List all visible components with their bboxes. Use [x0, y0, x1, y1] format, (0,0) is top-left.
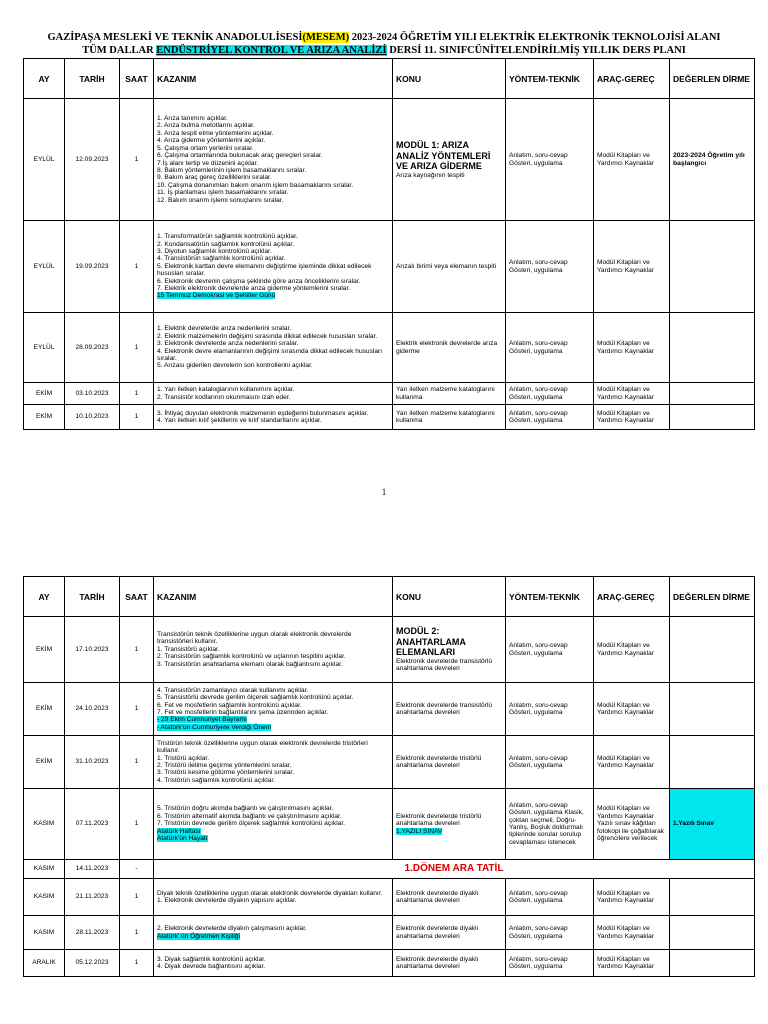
cell-ay: EKİM	[24, 736, 65, 789]
kazanim-line: 1. Arıza tanımını açıklar.	[157, 115, 228, 123]
kazanim-line: 2. Elektrik malzemelerin değişimi sırasında dikkat edilecek hususları sıralar.	[157, 332, 378, 340]
header-saat: SAAT	[120, 59, 154, 99]
table-row	[24, 617, 755, 683]
table-row	[24, 916, 755, 950]
header-degerlendirme: DEĞERLEN DİRME	[670, 59, 755, 99]
kazanim-line: 8. Bakım yöntemlerinin işlem basamaklarını sıralar.	[157, 166, 307, 174]
table-row	[24, 99, 755, 221]
cell-konu	[393, 313, 506, 383]
konu-text: Yarı iletken malzeme kataloglarını kullanma	[396, 386, 495, 401]
cell-ay: EYLÜL	[24, 99, 65, 221]
table-row	[24, 313, 755, 383]
kazanim-highlight	[157, 292, 389, 299]
cell-ay: KASIM	[24, 879, 65, 916]
cell-degerlendirme	[670, 950, 755, 977]
kazanim-line: 5. Arızası giderilen devrelerin son kontrollerini açıklar.	[157, 362, 313, 370]
kazanim-line: 6. Fet ve mosfetlerin sağlamlık kontrolünü açıklar.	[157, 701, 302, 709]
kazanim-line: 2. Kondansatörün sağlamlık kontrolünü açıklar.	[157, 240, 295, 248]
cell-arac: Modül Kitapları ve Yardımcı Kaynaklar	[594, 683, 670, 736]
cell-konu	[393, 383, 506, 405]
konu-text: Yarı iletken malzeme kataloglarını kullanma	[396, 409, 495, 424]
cell-arac: Modül Kitapları ve Yardımcı Kaynaklar Yazılı sınav kâğıtları fotokopi ile çoğaltılarak öğrencilere verilecek	[594, 789, 670, 860]
kazanim-line: 6. Çalışma ortamlarında bulunacak araç gereçleri sıralar.	[157, 152, 323, 160]
highlight-text: Atatürk’ ün Öğretmen Kişiliği	[157, 932, 240, 940]
header-arac: ARAÇ-GEREÇ	[594, 59, 670, 99]
kazanim-line: 4. Yarı iletken kılıf şekillerini ve kılıf standartlarını açıklar.	[157, 417, 322, 424]
header-kazanim: KAZANIM	[154, 577, 393, 617]
cell-degerlendirme: 2023-2024 Öğretim yılı başlangıcı	[670, 99, 755, 221]
cell-tarih: 12.09.2023	[65, 99, 120, 221]
cell-ay: EKİM	[24, 617, 65, 683]
header-saat: SAAT	[120, 577, 154, 617]
kazanim-line: 2. Transistör kodlarının okunmasını izah eder.	[157, 393, 291, 401]
table-row	[24, 221, 755, 313]
cell-konu	[393, 99, 506, 221]
cell-saat: 1	[120, 916, 154, 950]
kazanim-line: Diyak teknik özelliklerine uygun olarak elektronik devrelerde diyakları kullanır.	[157, 889, 383, 897]
kazanim-highlight	[157, 828, 389, 835]
kazanim-line: 1. Elektrik devrelerde arıza nedenlerini sıralar.	[157, 325, 292, 333]
cell-kazanim	[154, 405, 393, 430]
kazanim-line: 3. Arıza tespit etme yöntemlerini açıklar.	[157, 129, 274, 137]
table-header-row	[24, 577, 755, 617]
konu-text: Elektronik devrelerde diyaklı anahtarlama devreleri	[396, 955, 479, 970]
cell-saat: 1	[120, 736, 154, 789]
kazanim-line: 11. İş planlaması işlem basamaklarını sıralar.	[157, 189, 289, 197]
kazanim-highlight	[157, 724, 389, 731]
cell-yontem: Anlatım, soru-cevap Gösteri, uygulama	[506, 617, 594, 683]
highlight-text: - Atatürk’ün Cumhuriyete Verdiği Önem	[157, 723, 272, 731]
kazanim-line: 4. Arıza giderme yöntemlerini açıklar.	[157, 137, 266, 145]
cell-tarih: 31.10.2023	[65, 736, 120, 789]
cell-yontem: Anlatım, soru-cevap Gösteri, uygulama	[506, 879, 594, 916]
cell-arac: Modül Kitapları ve Yardımcı Kaynaklar	[594, 617, 670, 683]
konu-text: Elektronik devrelerde tristörlü anahtarlama devreleri	[396, 812, 482, 828]
kazanim-line: 1. Transformatörün sağlamlık kontrolünü açıklar.	[157, 233, 298, 241]
kazanim-highlight	[157, 933, 389, 940]
cell-ay: KASIM	[24, 916, 65, 950]
kazanim-line: 5. Elektronik karttan devre elemanını değiştirme işleminde dikkat edilecek hususları sıralar.	[157, 262, 372, 278]
cell-tarih: 07.11.2023	[65, 789, 120, 860]
cell-ay: EKİM	[24, 383, 65, 405]
cell-kazanim	[154, 789, 393, 860]
header-yontem: YÖNTEM-TEKNİK	[506, 59, 594, 99]
cell-konu	[393, 736, 506, 789]
cell-ay: EYLÜL	[24, 221, 65, 313]
cell-konu	[393, 950, 506, 977]
kazanim-line: 2. Elektronik devrelerde diyakın çalışmasını açıklar.	[157, 925, 307, 933]
cell-arac: Modül Kitapları ve Yardımcı Kaynaklar	[594, 221, 670, 313]
cell-degerlendirme	[670, 405, 755, 430]
cell-tarih: 19.09.2023	[65, 221, 120, 313]
cell-yontem: Anlatım, soru-cevap Gösteri, uygulama	[506, 683, 594, 736]
kazanim-line: 3. Elektronik devrelerde arıza nedenlerini sıralar.	[157, 340, 299, 348]
cell-kazanim	[154, 916, 393, 950]
cell-yontem: Anlatım, soru-cevap Gösteri, uygulama	[506, 736, 594, 789]
cell-kazanim	[154, 879, 393, 916]
cell-arac: Modül Kitapları ve Yardımcı Kaynaklar	[594, 99, 670, 221]
cell-saat: -	[120, 860, 154, 879]
cell-konu	[393, 221, 506, 313]
cell-arac: Modül Kitapları ve Yardımcı Kaynaklar	[594, 405, 670, 430]
cell-yontem: Anlatım, soru-cevap Gösteri, uygulama Klasik, çoktan seçmeli, Doğru-Yanlış, Boşluk doldurmalı tiplerinde sorular sorulup cevaplaması istenecek	[506, 789, 594, 860]
header-degerlendirme: DEĞERLEN DİRME	[670, 577, 755, 617]
cell-degerlendirme	[670, 313, 755, 383]
cell-degerlendirme	[670, 221, 755, 313]
cell-arac: Modül Kitapları ve Yardımcı Kaynaklar	[594, 950, 670, 977]
konu-text: Elektronik devrelerde transistörlü anahtarlama devreleri	[396, 701, 493, 716]
kazanim-line: 4. Diyak devrede bağlantısını açıklar.	[157, 963, 266, 970]
cell-konu	[393, 789, 506, 860]
table-row	[24, 383, 755, 405]
table-row	[24, 736, 755, 789]
cell-konu	[393, 916, 506, 950]
table-row	[24, 950, 755, 977]
kazanim-line: 7. Tristörün devrede gerilim ölçerek sağlamlık kontrolünü açıklar.	[157, 820, 346, 828]
kazanim-line: 2. Transistörün sağlamlık kontrolünü ve uçlarının tespitini açıklar.	[157, 653, 346, 661]
cell-saat: 1	[120, 383, 154, 405]
title-line-1: GAZİPAŞA MESLEKİ VE TEKNİK ANADOLULİSESİ(MESEM) 2023-2024 ÖĞRETİM YILI ELEKTRİK ELEKTRONİK TEKNOLOJİSİ ALANI	[47, 32, 721, 43]
kazanim-line: 6. Tristörün alternatif akımda bağlantı ve çalıştırılmasını açıklar.	[157, 812, 342, 820]
cell-tarih: 24.10.2023	[65, 683, 120, 736]
cell-yontem: Anlatım, soru-cevap Gösteri, uygulama	[506, 221, 594, 313]
plan-table-page-1	[23, 58, 755, 430]
header-arac: ARAÇ-GEREÇ	[594, 577, 670, 617]
cell-arac: Modül Kitapları ve Yardımcı Kaynaklar	[594, 313, 670, 383]
kazanim-line: Transistörün teknik özelliklerine uygun olarak elektronik devrelerde transistörleri kullanır.	[157, 630, 352, 646]
kazanim-line: 2. Arıza bulma metotlarını açıklar.	[157, 122, 255, 130]
cell-donem-ara-tatil: 1.DÖNEM ARA TATİL	[154, 860, 755, 879]
cell-tarih: 28.11.2023	[65, 916, 120, 950]
module-title: MODÜL 2: ANAHTARLAMA ELEMANLARI	[396, 626, 466, 658]
cell-kazanim	[154, 383, 393, 405]
cell-degerlendirme	[670, 879, 755, 916]
header-konu: KONU	[393, 59, 506, 99]
cell-degerlendirme	[670, 383, 755, 405]
kazanim-line: 4. Transistörün zamanlayıcı olarak kullanımı açıklar.	[157, 686, 309, 694]
highlight-text: 15 Temmuz Demokrasi ve Şehitler Günü	[157, 292, 276, 300]
cell-tarih: 17.10.2023	[65, 617, 120, 683]
cell-degerlendirme: 1.Yazılı Sınav	[670, 789, 755, 860]
cell-tarih: 21.11.2023	[65, 879, 120, 916]
cell-yontem: Anlatım, soru-cevap Gösteri, uygulama	[506, 916, 594, 950]
cell-tarih: 28.09.2023	[65, 313, 120, 383]
cell-saat: 1	[120, 789, 154, 860]
konu-text: Arıza kaynağının tespiti	[396, 171, 465, 179]
cell-ay: KASIM	[24, 860, 65, 879]
kazanim-line: 1. Yarı iletken kataloglarının kullanımını açıklar.	[157, 386, 295, 394]
cell-ay: EYLÜL	[24, 313, 65, 383]
kazanim-line: 1. Elektronik devrelerde diyakın yapısını açıklar.	[157, 897, 297, 904]
cell-saat: 1	[120, 683, 154, 736]
kazanim-line: 2. Tristörü iletime geçirme yöntemlerini sıralar.	[157, 762, 292, 769]
highlight-text: Atatürk Haftası	[157, 827, 201, 835]
cell-saat: 1	[120, 99, 154, 221]
header-konu: KONU	[393, 577, 506, 617]
cell-degerlendirme	[670, 617, 755, 683]
kazanim-line: 3. Tristörü kesime götürme yöntemlerini sıralar.	[157, 769, 295, 777]
cell-kazanim	[154, 99, 393, 221]
cell-saat: 1	[120, 617, 154, 683]
kazanim-line: 7. Elektrik elektronik devrelerde arıza giderme yöntemlerini sıralar.	[157, 285, 351, 293]
kazanim-line: 1. Transistörü açıklar.	[157, 645, 220, 653]
cell-saat: 1	[120, 313, 154, 383]
module-title: MODÜL 1: ARIZA ANALİZ YÖNTEMLERİ VE ARIZA GİDERME	[396, 140, 491, 172]
cell-yontem: Anlatım, soru-cevap Gösteri, uygulama	[506, 383, 594, 405]
kazanim-line: 5. Çalışma ortam yerlerini sıralar.	[157, 144, 254, 152]
cell-ay: KASIM	[24, 789, 65, 860]
cell-ay: EKİM	[24, 683, 65, 736]
cell-konu	[393, 405, 506, 430]
header-tarih: TARİH	[65, 59, 120, 99]
cell-yontem: Anlatım, soru-cevap Gösteri, uygulama	[506, 313, 594, 383]
cell-kazanim	[154, 736, 393, 789]
kazanim-line: 3. Transistörün anahtarlama elemanı olarak bağlantısını açıklar.	[157, 660, 343, 668]
kazanim-line: 3. Diyak sağlamlık kontrolünü açıklar.	[157, 955, 266, 963]
title-line-2: TÜM DALLAR ENDÜSTRİYEL KONTROL VE ARIZA ANALİZİ DERSİ 11. SINIFCÜNİTELENDİRİLMİŞ YILLIK DERS PLANI	[82, 45, 686, 56]
kazanim-line: 5. Tristörün doğru akımda bağlantı ve çalıştırılmasını açıklar.	[157, 805, 334, 813]
kazanim-line: 4. Elektronik devre elamanlarının değişimi sırasında dikkat edilecek hususları sıralar.	[157, 347, 383, 362]
cell-ay: EKİM	[24, 405, 65, 430]
table-row	[24, 789, 755, 860]
konu-highlight	[396, 828, 502, 835]
cell-kazanim	[154, 617, 393, 683]
cell-yontem: Anlatım, soru-cevap Gösteri, uygulama	[506, 950, 594, 977]
cell-tarih: 05.12.2023	[65, 950, 120, 977]
cell-arac: Modül Kitapları ve Yardımcı Kaynaklar	[594, 916, 670, 950]
cell-saat: 1	[120, 221, 154, 313]
table-row	[24, 683, 755, 736]
table-row	[24, 405, 755, 430]
kazanim-line: 7.İş alanı tertip ve düzenini açıklar.	[157, 159, 259, 167]
konu-text: Elektronik devrelerde tristörlü anahtarlama devreleri	[396, 754, 482, 769]
cell-kazanim	[154, 221, 393, 313]
cell-konu	[393, 683, 506, 736]
cell-yontem: Anlatım, soru-cevap Gösteri, uygulama	[506, 405, 594, 430]
table-row	[24, 879, 755, 916]
header-ay: AY	[24, 577, 65, 617]
cell-arac: Modül Kitapları ve Yardımcı Kaynaklar	[594, 736, 670, 789]
header-ay: AY	[24, 59, 65, 99]
cell-kazanim	[154, 313, 393, 383]
highlight-text: 1.YAZILI SINAV	[396, 827, 443, 835]
header-kazanim: KAZANIM	[154, 59, 393, 99]
cell-degerlendirme	[670, 736, 755, 789]
cell-arac: Modül Kitapları ve Yardımcı Kaynaklar	[594, 383, 670, 405]
header-yontem: YÖNTEM-TEKNİK	[506, 577, 594, 617]
cell-konu	[393, 879, 506, 916]
kazanim-highlight	[157, 716, 389, 723]
cell-saat: 1	[120, 405, 154, 430]
konu-text: Elektrik elektronik devrelerde arıza giderme	[396, 340, 498, 355]
kazanim-line: 10. Çalışma donanımları bakım onarım işlem basamaklarını sıralar.	[157, 181, 354, 189]
plan-table-page-2	[23, 576, 755, 977]
highlight-text: Atatürk’ün Hayatı	[157, 835, 208, 843]
document-title	[40, 31, 728, 57]
cell-tarih: 10.10.2023	[65, 405, 120, 430]
cell-tarih: 03.10.2023	[65, 383, 120, 405]
cell-saat: 1	[120, 950, 154, 977]
cell-arac: Modül Kitapları ve Yardımcı Kaynaklar	[594, 879, 670, 916]
cell-tarih: 14.11.2023	[65, 860, 120, 879]
konu-text: Elektronik devrelerde transistörlü anahtarlama devreleri	[396, 657, 493, 673]
highlight-text: - 29 Ekim Cumhuriyet Bayramı	[157, 716, 247, 724]
kazanim-line: 3. İhtiyaç duyulan elektronik malzemenin eşdeğerini bulunmasını açıklar.	[157, 409, 369, 417]
konu-text: Arızalı birimi veya elemanın tespiti	[396, 262, 497, 270]
cell-ay: ARALIK	[24, 950, 65, 977]
table-row	[24, 860, 755, 879]
konu-text: Elektronik devrelerde diyaklı anahtarlama devreleri	[396, 889, 479, 904]
cell-saat: 1	[120, 879, 154, 916]
kazanim-line: 3. Diyotun sağlamlık kontrolünü açıklar.	[157, 247, 272, 255]
cell-yontem: Anlatım, soru-cevap Gösteri, uygulama	[506, 99, 594, 221]
kazanim-line: 6. Elektronik devrenin çalışma şeklinde göre arıza önceliklerini sıralar.	[157, 277, 361, 285]
cell-kazanim	[154, 950, 393, 977]
kazanim-line: 1. Tristörü açıklar.	[157, 754, 210, 762]
cell-degerlendirme	[670, 683, 755, 736]
kazanim-line: 4. Transistörün sağlamlık kontrolünü açıklar.	[157, 255, 286, 263]
kazanim-line: 4. Tristörün sağlamlık kontrolünü açıklar.	[157, 776, 276, 784]
kazanim-line: 5. Transistörlü devrede gerilim ölçerek sağlamlık kontrolünü açıklar.	[157, 694, 354, 702]
kazanim-line: Tristörün teknik özelliklerine uygun olarak elektronik devrelerde tristörleri kullanır.	[157, 739, 368, 755]
kazanim-line: 12. Bakım onarım işlemi sonuçlarını sıralar.	[157, 196, 284, 204]
kazanim-line: 7. Fet ve mosfetlerin bağlantılarını şema üzerinden açıklar.	[157, 709, 329, 716]
kazanim-highlight	[157, 835, 389, 842]
header-tarih: TARİH	[65, 577, 120, 617]
cell-konu	[393, 617, 506, 683]
kazanim-line: 9. Bakım araç gereç özelliklerini sıralar.	[157, 174, 272, 182]
konu-text: Elektronik devrelerde diyaklı anahtarlama devreleri	[396, 925, 479, 940]
page-number: 1	[381, 487, 387, 497]
cell-degerlendirme	[670, 916, 755, 950]
table-header-row	[24, 59, 755, 99]
cell-kazanim	[154, 683, 393, 736]
